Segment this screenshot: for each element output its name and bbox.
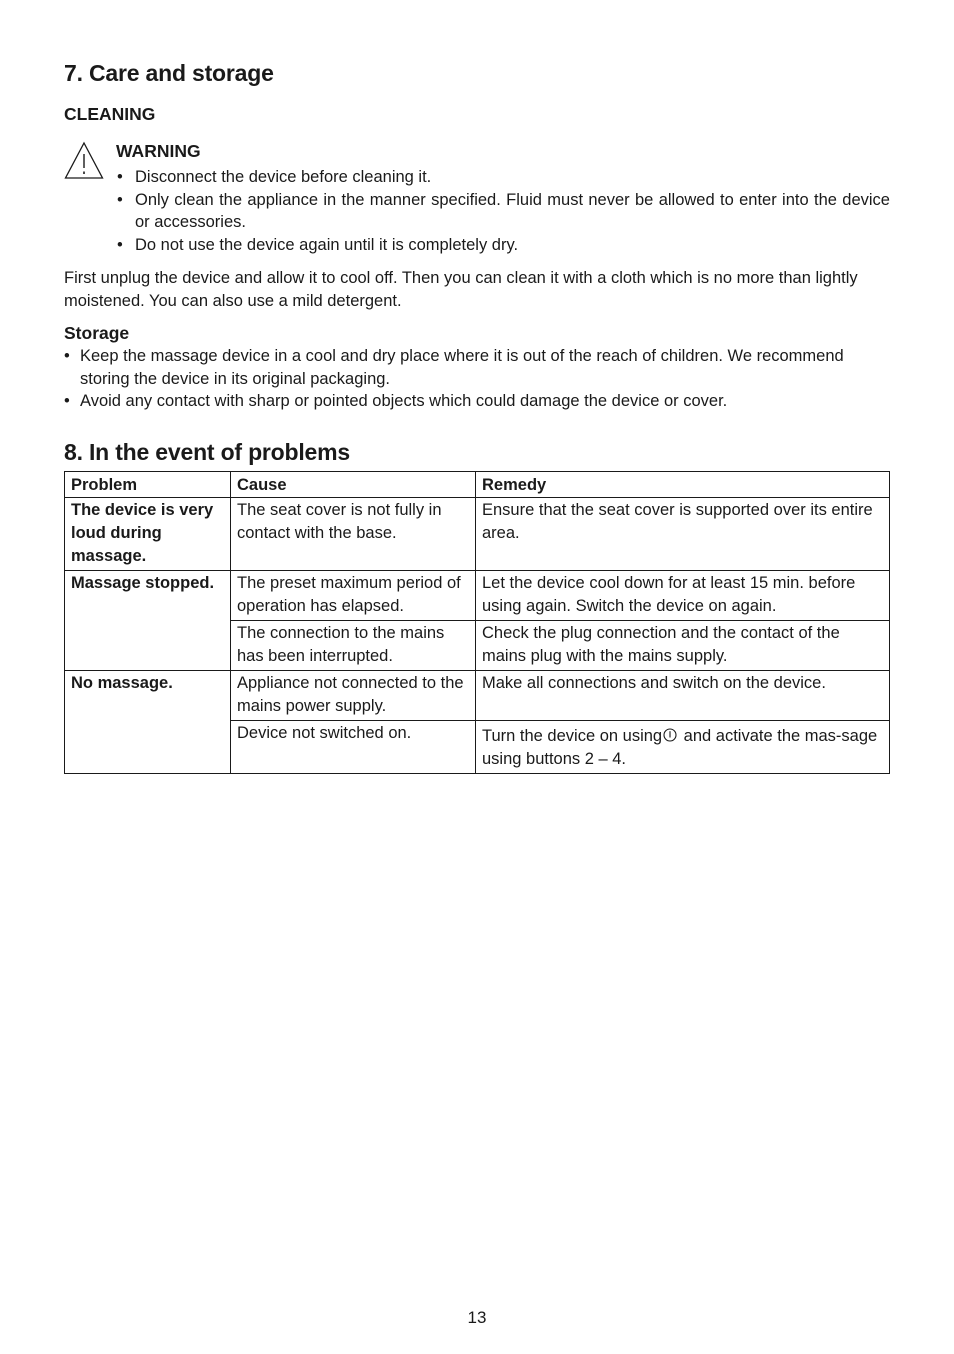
table-header-row (65, 472, 890, 498)
remedy-cell: Check the plug connection and the contact of the mains plug with the mains supply. (476, 621, 890, 671)
section-7-title: 7. Care and storage (64, 60, 274, 86)
storage-heading: Storage (64, 323, 130, 343)
cause-cell: The preset maximum period of operation has elapsed. (231, 571, 476, 621)
remedy-text: Turn the device on using (482, 727, 663, 745)
cause-cell: The connection to the mains has been interrupted. (231, 621, 476, 671)
problem-cell: No massage. (65, 671, 231, 774)
remedy-cell: Let the device cool down for at least 15 min. before using again. Switch the device on again. (476, 571, 890, 621)
warning-triangle-icon (64, 141, 104, 181)
table-row (65, 571, 890, 621)
storage-item: • Keep the massage device in a cool and dry place where it is out of the reach of children. We recommend storing the device in its original packaging. (64, 345, 890, 390)
section-8-title: 8. In the event of problems (64, 439, 350, 465)
storage-item: • Avoid any contact with sharp or pointed objects which could damage the device or cover. (64, 390, 890, 413)
warning-title: WARNING (116, 141, 201, 161)
warning-item: • Do not use the device again until it is completely dry. (116, 234, 890, 257)
problem-cell: The device is very loud during massage. (65, 498, 231, 571)
cause-cell: Device not switched on. (231, 721, 476, 774)
cleaning-heading: CLEANING (64, 104, 156, 124)
remedy-text: and activate the mas-sage using buttons 2 – 4. (482, 727, 878, 768)
header-remedy: Remedy (476, 472, 890, 498)
cleaning-text: First unplug the device and allow it to cool off. Then you can clean it with a cloth which is no more than lightly moistened. You can also use a mild detergent. (64, 269, 858, 310)
problem-cell: Massage stopped. (65, 571, 231, 671)
header-cause: Cause (231, 472, 476, 498)
warning-list (116, 166, 890, 256)
warning-item: • Only clean the appliance in the manner specified. Fluid must never be allowed to enter into the device or accessories. (116, 189, 890, 234)
table-row (65, 498, 890, 571)
storage-list (64, 345, 890, 413)
remedy-cell: Ensure that the seat cover is supported over its entire area. (476, 498, 890, 571)
table-row (65, 671, 890, 721)
remedy-cell: Make all connections and switch on the device. (476, 671, 890, 721)
power-button-icon (663, 728, 677, 742)
cause-cell: The seat cover is not fully in contact with the base. (231, 498, 476, 571)
page-number: 13 (467, 1308, 487, 1327)
remedy-cell (476, 721, 890, 774)
troubleshooting-table (64, 471, 890, 774)
header-problem: Problem (65, 472, 231, 498)
cause-cell: Appliance not connected to the mains power supply. (231, 671, 476, 721)
warning-item: • Disconnect the device before cleaning it. (116, 166, 890, 189)
